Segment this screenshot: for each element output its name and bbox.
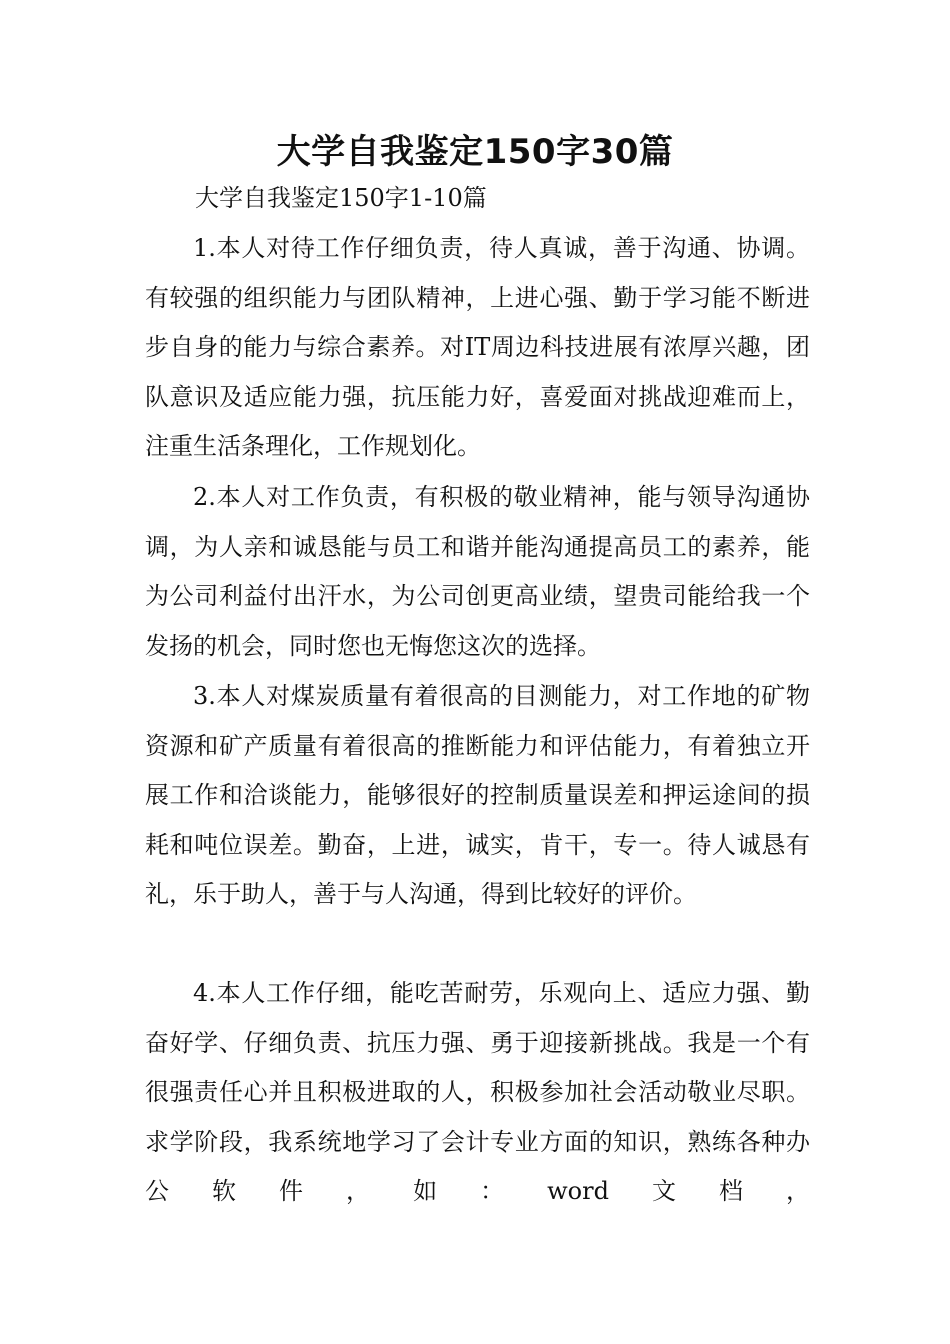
section-subtitle: 大学自我鉴定150字1-10篇: [195, 184, 487, 212]
paragraph: 3.本人对煤炭质量有着很高的目测能力，对工作地的矿物资源和矿产质量有着很高的推断能力和评估能力，有着独立开展工作和洽谈能力，能够很好的控制质量误差和押运途间的损耗和吨位误差。勤奋，上进，诚实，肯干，专一。待人诚恳有礼，乐于助人，善于与人沟通，得到比较好的评价。: [145, 682, 810, 909]
paragraph: 1.本人对待工作仔细负责，待人真诚，善于沟通、协调。有较强的组织能力与团队精神，上进心强、勤于学习能不断进步自身的能力与综合素养。对IT周边科技进展有浓厚兴趣，团队意识及适应能力强，抗压能力好，喜爱面对挑战迎难而上，注重生活条理化，工作规划化。: [145, 234, 810, 461]
paragraph-2-block: [145, 473, 810, 671]
document-title: 大学自我鉴定150字30篇: [276, 132, 674, 172]
paragraph-4-block: [145, 969, 810, 1217]
paragraph: 2.本人对工作负责，有积极的敬业精神，能与领导沟通协调，为人亲和诚恳能与员工和谐并能沟通提高员工的素养，能为公司利益付出汗水，为公司创更高业绩，望贵司能给我一个发扬的机会，同时您也无悔您这次的选择。: [145, 483, 810, 660]
paragraph: 4.本人工作仔细，能吃苦耐劳，乐观向上、适应力强、勤奋好学、仔细负责、抗压力强、勇于迎接新挑战。我是一个有很强责任心并且积极进取的人，积极参加社会活动敬业尽职。求学阶段，我系统地学习了会计专业方面的知识，熟练各种办公软件，如：word文档，: [145, 979, 810, 1206]
paragraph-1-block: [145, 224, 810, 472]
paragraph-3-block: [145, 672, 810, 920]
